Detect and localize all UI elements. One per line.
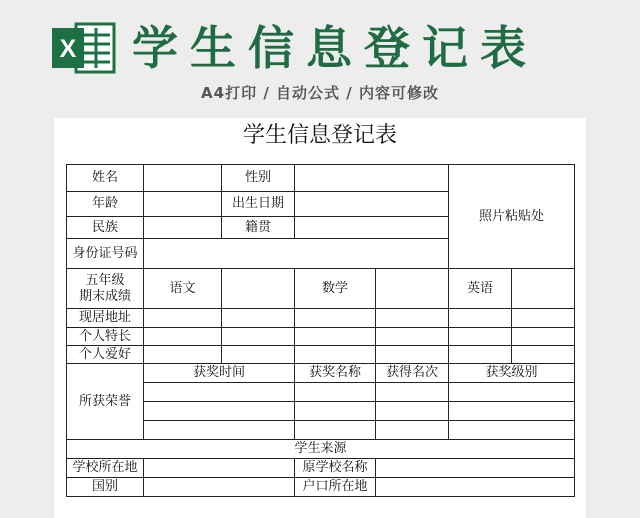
value-former-school[interactable] (376, 459, 575, 478)
label-birthdate: 出生日期 (222, 192, 295, 217)
value-hobby-4[interactable] (376, 346, 449, 364)
excel-logo-icon (50, 20, 116, 76)
label-ethnicity: 民族 (67, 217, 144, 239)
value-hobby-1[interactable] (144, 346, 222, 364)
value-chinese[interactable] (222, 269, 295, 309)
value-address-4[interactable] (376, 309, 449, 328)
value-id-number[interactable] (144, 239, 449, 269)
award-name-cell[interactable] (295, 383, 376, 402)
document-title: 学生信息登记表 (242, 123, 397, 148)
label-grade5-scores: 五年级 期末成绩 (67, 269, 144, 309)
value-math[interactable] (376, 269, 449, 309)
label-native-place: 籍贯 (222, 217, 295, 239)
value-gender[interactable] (295, 165, 449, 192)
section-origin: 学生来源 (67, 440, 575, 459)
label-address: 现居地址 (67, 309, 144, 328)
label-age: 年龄 (67, 192, 144, 217)
award-rank-cell[interactable] (376, 383, 449, 402)
value-specialty-5[interactable] (449, 328, 512, 346)
value-address-2[interactable] (222, 309, 295, 328)
document-page (54, 118, 586, 518)
award-name-cell[interactable] (295, 402, 376, 421)
award-level-cell[interactable] (449, 402, 575, 421)
value-specialty-6[interactable] (512, 328, 575, 346)
value-specialty-4[interactable] (376, 328, 449, 346)
value-hobby-3[interactable] (295, 346, 376, 364)
label-english: 英语 (449, 269, 512, 309)
value-specialty-2[interactable] (222, 328, 295, 346)
value-age[interactable] (144, 192, 222, 217)
banner (0, 0, 640, 110)
logo-letter: X (59, 35, 77, 63)
value-birthdate[interactable] (295, 192, 449, 217)
label-specialty: 个人特长 (67, 328, 144, 346)
photo-area[interactable]: 照片粘贴处 (449, 165, 575, 269)
label-name: 姓名 (67, 165, 144, 192)
value-hobby-6[interactable] (512, 346, 575, 364)
banner-subtitle: A4打印 / 自动公式 / 内容可修改 (201, 84, 439, 102)
value-address-6[interactable] (512, 309, 575, 328)
label-chinese: 语文 (144, 269, 222, 309)
award-time-cell[interactable] (144, 402, 295, 421)
award-level-cell[interactable] (449, 421, 575, 440)
value-address-3[interactable] (295, 309, 376, 328)
label-hobby: 个人爱好 (67, 346, 144, 364)
value-address-5[interactable] (449, 309, 512, 328)
value-school-location[interactable] (144, 459, 295, 478)
header-award-rank: 获得名次 (376, 364, 449, 383)
value-address-1[interactable] (144, 309, 222, 328)
label-gender: 性别 (222, 165, 295, 192)
value-native-place[interactable] (295, 217, 449, 239)
header-award-level: 获奖级别 (449, 364, 575, 383)
value-hobby-2[interactable] (222, 346, 295, 364)
award-time-cell[interactable] (144, 421, 295, 440)
label-nationality: 国别 (67, 478, 144, 497)
banner-title: 学生信息登记表 (132, 21, 538, 75)
value-name[interactable] (144, 165, 222, 192)
value-household-location[interactable] (376, 478, 575, 497)
award-rank-cell[interactable] (376, 421, 449, 440)
label-id-number: 身份证号码 (67, 239, 144, 269)
value-nationality[interactable] (144, 478, 295, 497)
header-award-name: 获奖名称 (295, 364, 376, 383)
value-specialty-1[interactable] (144, 328, 222, 346)
value-ethnicity[interactable] (144, 217, 222, 239)
award-level-cell[interactable] (449, 383, 575, 402)
header-award-time: 获奖时间 (144, 364, 295, 383)
label-household-location: 户口所在地 (295, 478, 376, 497)
registration-form-table (66, 164, 575, 497)
label-honors: 所获荣誉 (67, 364, 144, 440)
award-name-cell[interactable] (295, 421, 376, 440)
value-hobby-5[interactable] (449, 346, 512, 364)
value-specialty-3[interactable] (295, 328, 376, 346)
award-rank-cell[interactable] (376, 402, 449, 421)
award-time-cell[interactable] (144, 383, 295, 402)
value-english[interactable] (512, 269, 575, 309)
label-former-school: 原学校名称 (295, 459, 376, 478)
label-math: 数学 (295, 269, 376, 309)
label-school-location: 学校所在地 (67, 459, 144, 478)
